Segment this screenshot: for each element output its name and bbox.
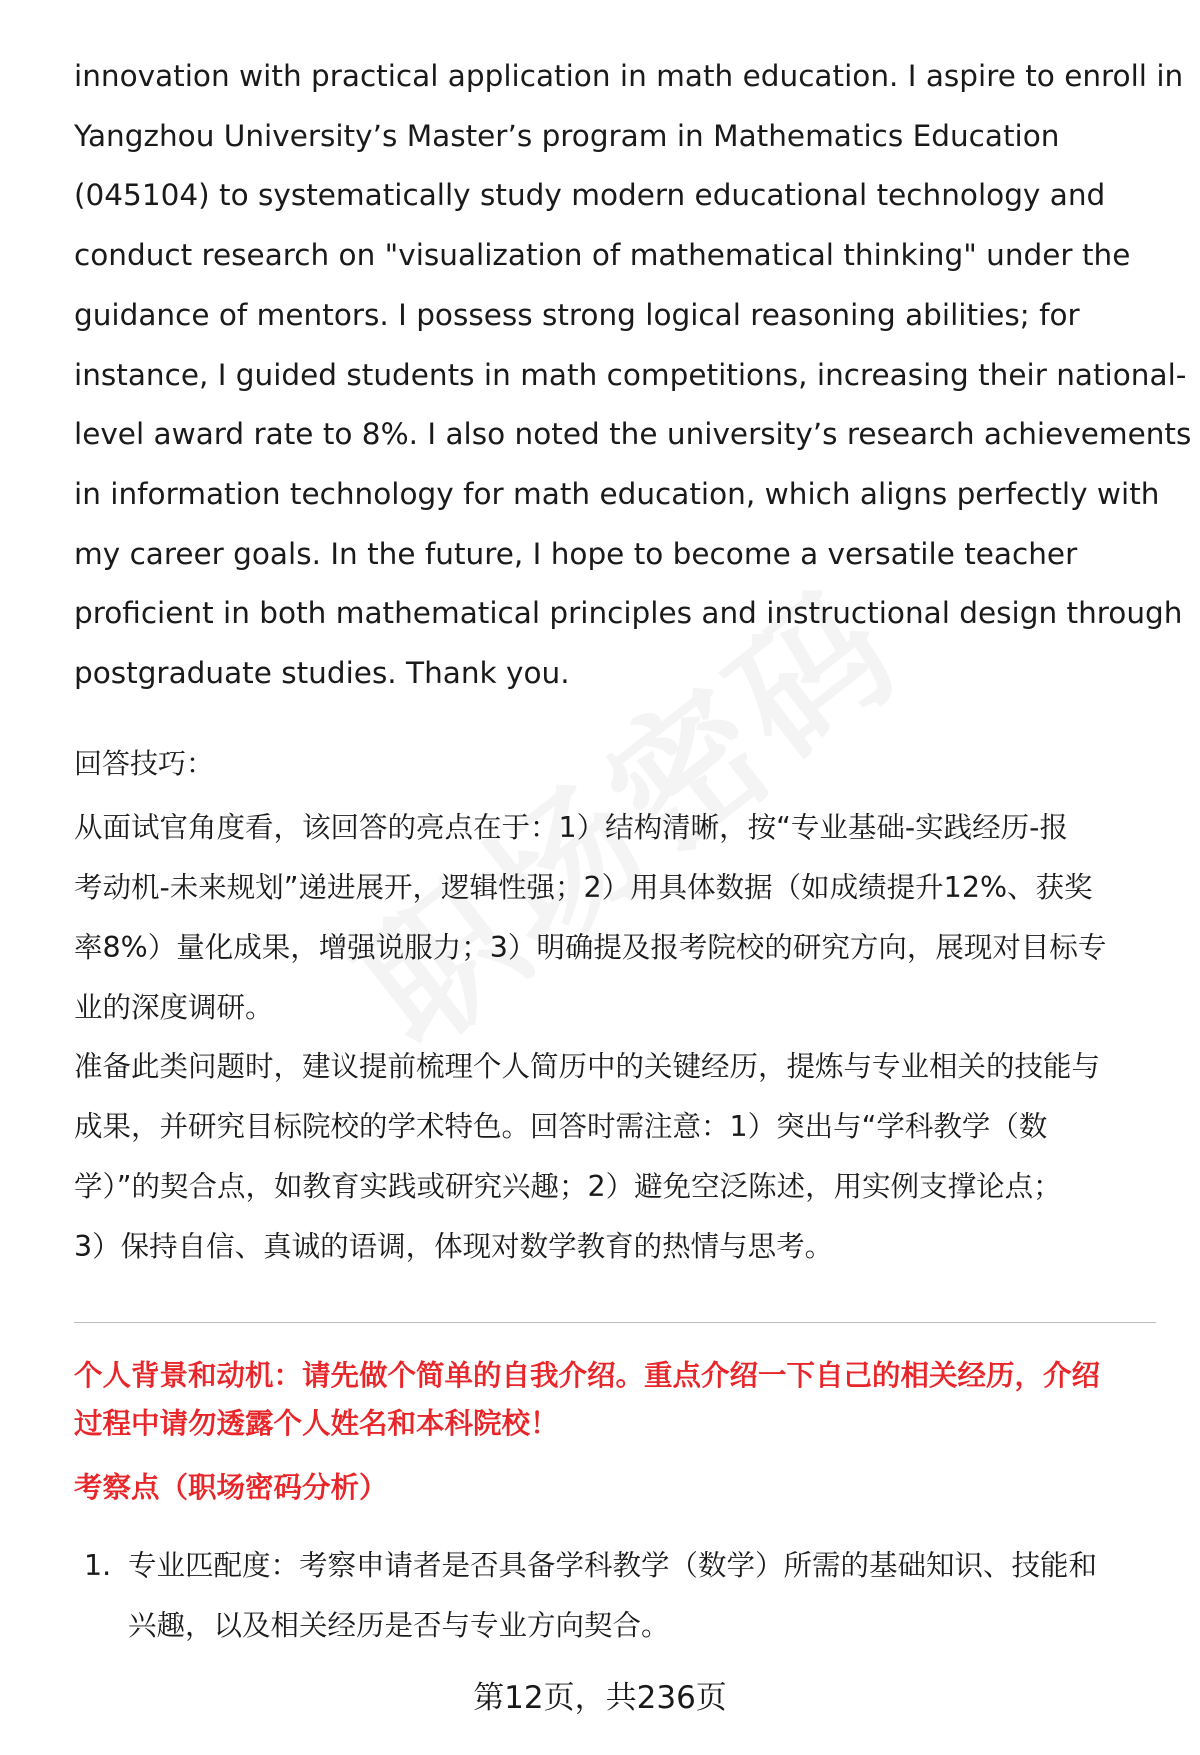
list-item <box>84 1536 1164 1656</box>
english-answer-paragraph <box>74 47 1192 704</box>
assessment-points-list <box>84 1536 1164 1656</box>
text-line: innovation with practical application in math education. I aspire to enroll in <box>74 59 1184 93</box>
tips-paragraph-2 <box>74 1037 1154 1277</box>
text-line: (045104) to systematically study modern educational technology and <box>74 178 1106 213</box>
text-line: 率8%）量化成果，增强说服力；3）明确提及报考院校的研究方向，展现对目标专 <box>74 931 1107 964</box>
text-line: my career goals. In the future, I hope to become a versatile teacher <box>74 536 1078 571</box>
text-line: 兴趣，以及相关经历是否与专业方向契合。 <box>128 1609 670 1642</box>
text-line: 学）”的契合点，如教育实践或研究兴趣；2）避免空泛陈述，用实例支撑论点； <box>74 1170 1062 1203</box>
text-line: Yangzhou University’s Master’s program in Mathematics Education <box>74 118 1060 153</box>
text-line: 成果，并研究目标院校的学术特色。回答时需注意：1）突出与“学科教学（数 <box>74 1110 1048 1143</box>
text-line: 考动机-未来规划”递进展开，逻辑性强；2）用具体数据（如成绩提升12%、获奖 <box>74 871 1093 904</box>
text-line: 3）保持自信、真诚的语调，体现对数学教育的热情与思考。 <box>74 1230 834 1263</box>
page-number-footer: 第12页，共236页 <box>473 1680 727 1716</box>
section-divider <box>74 1322 1156 1323</box>
text-line: 专业匹配度：考察申请者是否具备学科教学（数学）所需的基础知识、技能和 <box>128 1549 1098 1582</box>
interview-question <box>74 1352 1164 1448</box>
list-item-number: 1. <box>84 1549 112 1582</box>
assessment-points-heading: 考察点（职场密码分析） <box>74 1471 388 1504</box>
text-line: postgraduate studies. Thank you. <box>74 656 570 691</box>
text-line: 业的深度调研。 <box>74 991 274 1024</box>
tips-heading: 回答技巧： <box>74 747 215 780</box>
text-line: instance, I guided students in math competitions, increasing their national- <box>74 357 1187 392</box>
question-line: 个人背景和动机：请先做个简单的自我介绍。重点介绍一下自己的相关经历，介绍 <box>74 1359 1101 1392</box>
tips-paragraph-1 <box>74 798 1154 1038</box>
text-line: conduct research on "visualization of mathematical thinking" under the <box>74 238 1131 273</box>
text-line: in information technology for math education, which aligns perfectly with <box>74 476 1160 511</box>
text-line: 从面试官角度看，该回答的亮点在于：1）结构清晰，按“专业基础-实践经历-报 <box>74 811 1068 844</box>
question-line: 过程中请勿透露个人姓名和本科院校！ <box>74 1407 559 1440</box>
text-line: proficient in both mathematical principles and instructional design through <box>74 596 1183 631</box>
text-line: level award rate to 8%. I also noted the university’s research achievements <box>74 417 1192 452</box>
text-line: 准备此类问题时，建议提前梳理个人简历中的关键经历，提炼与专业相关的技能与 <box>74 1050 1101 1083</box>
list-item-body <box>128 1536 1164 1656</box>
text-line: guidance of mentors. I possess strong logical reasoning abilities; for <box>74 297 1080 332</box>
